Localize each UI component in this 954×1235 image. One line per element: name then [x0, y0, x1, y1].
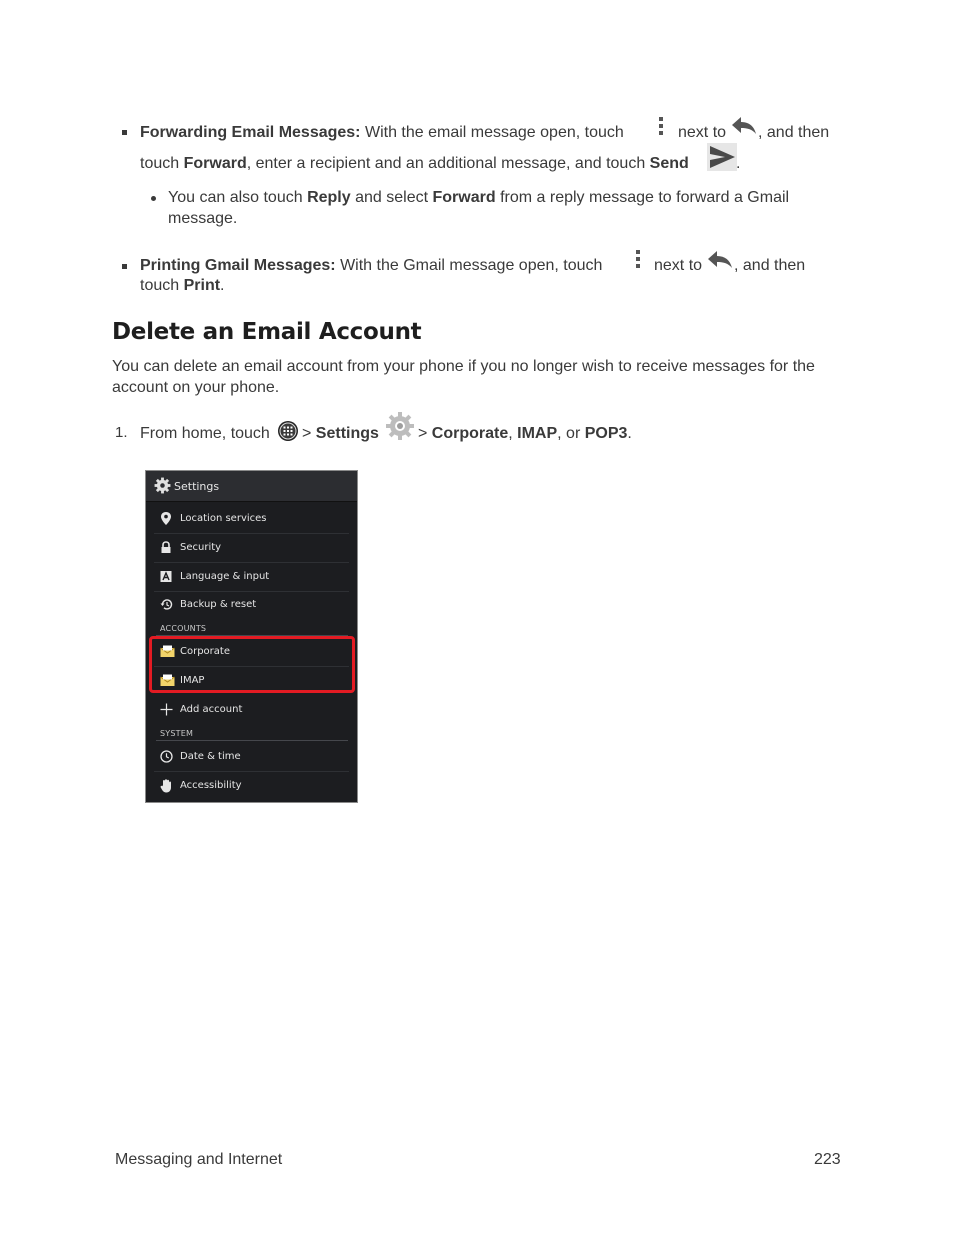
- step1-text-c: > Corporate, IMAP, or POP3.: [418, 425, 632, 442]
- apps-launcher-icon: [277, 420, 299, 442]
- section-title: Delete an Email Account: [112, 319, 422, 345]
- bullet-printing-line2: touch Print.: [140, 277, 225, 294]
- footer-section-name: Messaging and Internet: [115, 1151, 283, 1168]
- intro-line2: account on your phone.: [112, 379, 280, 396]
- bullet-label: Printing Gmail Messages:: [140, 257, 336, 274]
- footer-page-number: 223: [814, 1151, 841, 1168]
- step1-text-b: > Settings: [302, 425, 379, 442]
- settings-gear-icon: [154, 477, 171, 494]
- reply-arrow-icon: [707, 249, 733, 269]
- section-divider: [156, 740, 348, 741]
- hand-icon: [160, 779, 173, 793]
- settings-item-backup[interactable]: Backup & reset: [154, 591, 349, 619]
- step1-text-a: From home, touch: [140, 425, 270, 442]
- settings-item-imap[interactable]: IMAP: [154, 667, 349, 695]
- settings-item-language[interactable]: Language & input: [154, 563, 349, 592]
- lock-icon: [160, 541, 172, 554]
- plus-icon: [160, 703, 173, 716]
- bullet-printing-line1: Printing Gmail Messages: With the Gmail message open, touch: [140, 257, 603, 274]
- settings-header: [146, 471, 357, 502]
- backup-restore-icon: [160, 598, 173, 611]
- settings-gear-icon: [385, 411, 415, 441]
- accounts-section-header: ACCOUNTS: [160, 624, 207, 633]
- clock-icon: [160, 750, 173, 763]
- accounts-highlight-box: [149, 636, 355, 693]
- bullet-marker: [122, 264, 127, 269]
- settings-item-corporate[interactable]: Corporate: [154, 638, 349, 667]
- settings-item-accessibility[interactable]: Accessibility: [154, 772, 349, 800]
- more-options-icon: [657, 116, 665, 136]
- bullet-forwarding-line2: touch Forward, enter a recipient and an additional message, and touch Send: [140, 155, 689, 172]
- settings-item-security[interactable]: Security: [154, 534, 349, 563]
- intro-line1: You can delete an email account from your phone if you no longer wish to receive messages for the: [112, 358, 815, 375]
- sub-bullet-marker: [151, 196, 156, 201]
- bullet-label: Forwarding Email Messages:: [140, 124, 361, 141]
- bullet-forwarding-line1: Forwarding Email Messages: With the email message open, touch: [140, 124, 624, 141]
- system-section-header: SYSTEM: [160, 729, 194, 738]
- settings-item-date-time[interactable]: Date & time: [154, 743, 349, 772]
- reply-arrow-icon: [731, 115, 757, 135]
- settings-header-title: Settings: [174, 480, 220, 493]
- keyboard-a-icon: [160, 570, 172, 583]
- sub-bullet-line1: You can also touch Reply and select Forward from a reply message to forward a Gmail: [168, 189, 790, 206]
- step-number: 1.: [115, 424, 128, 441]
- settings-screenshot: [145, 470, 358, 803]
- settings-item-add-account[interactable]: Add account: [154, 696, 349, 724]
- settings-item-location[interactable]: Location services: [154, 505, 349, 534]
- send-icon: [707, 143, 737, 171]
- more-options-icon: [634, 249, 642, 269]
- bullet-marker: [122, 130, 127, 135]
- location-pin-icon: [160, 512, 172, 525]
- sub-bullet-line2: message.: [168, 210, 238, 227]
